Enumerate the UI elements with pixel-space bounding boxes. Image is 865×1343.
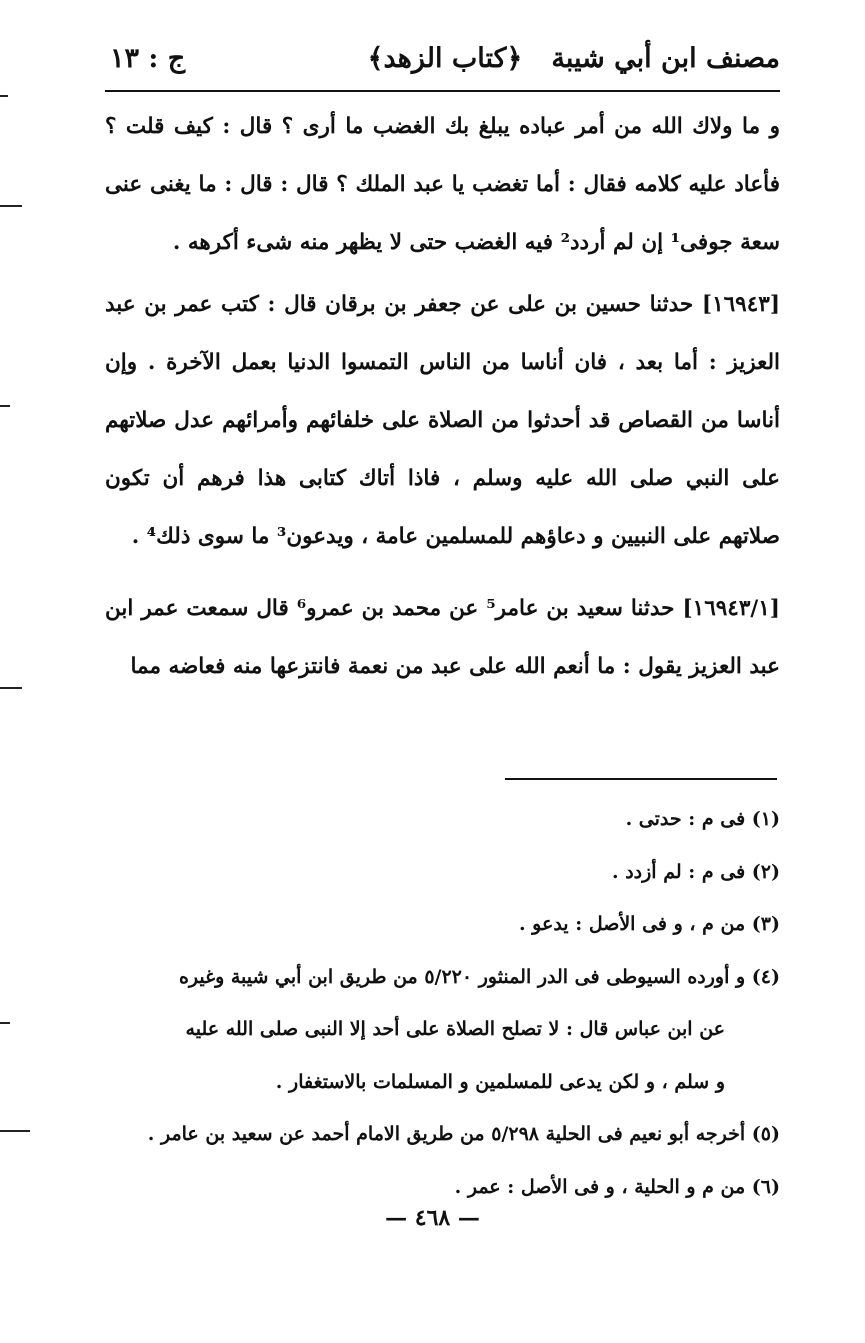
page-header <box>110 34 780 84</box>
text-line: وأمرائهم عدل صلاتهم على النبي صلى الله عليه وسلم ، فاذا أتاك كتابى هذا <box>105 408 780 491</box>
volume-number: ج : ١٣ <box>110 43 186 74</box>
margin-mark <box>0 205 22 207</box>
margin-mark <box>0 1130 30 1132</box>
footnotes <box>105 793 780 1213</box>
footnote-4-continued: عن ابن عباس قال : لا تصلح الصلاة على أحد إلا النبى صلى الله عليه <box>185 1018 725 1040</box>
text-line: الآخرة . وإن أناسا من القصاص قد أحدثوا من الصلاة على خلفائهم <box>105 350 780 433</box>
text-line: سعة جوفى¹ إن لم أردد² فيه الغضب حتى لا يظهر منه شىء أكرهه . <box>172 230 780 255</box>
margin-mark <box>0 405 10 407</box>
text-line: فأعاد عليه كلامه فقال : أما تغضب يا عبد الملك ؟ قال : قال : ما يغنى عنى <box>105 172 780 197</box>
footnote-4-continued: و سلم ، و لكن يدعى للمسلمين و المسلمات بالاستغفار . <box>275 1070 725 1093</box>
footnote-5: (٥) أخرجه أبو نعيم فى الحلية ٥/٢٩٨ من طريق الامام أحمد عن سعيد بن عامر . <box>147 1123 780 1145</box>
text-line: فرهم أن تكون صلاتهم على النبيين و دعاؤهم للمسلمين عامة ، ويدعون³ ما <box>105 466 780 549</box>
footnote-2: (٢) فى م : لم أزدد . <box>611 860 780 883</box>
section-title: ﴿كتاب الزهد﴾ <box>367 43 523 74</box>
paragraph-3 <box>105 580 780 696</box>
page-number: — ٤٦٨ — <box>385 1205 480 1231</box>
margin-mark <box>0 1022 10 1024</box>
text-line: ابن عبد العزيز يقول : ما أنعم الله على عبد من نعمة فانتزعها منه فعاضه مما <box>105 596 780 679</box>
footnote-6: (٦) من م و الحلية ، و فى الأصل : عمر . <box>454 1175 780 1198</box>
text-line: سوى ذلك⁴ . <box>131 524 244 549</box>
text-line: حدثنا حسين بن على عن جعفر بن برقان قال : كتب <box>221 292 694 317</box>
header-divider <box>105 90 780 92</box>
book-title: مصنف ابن أبي شيبة <box>551 43 780 74</box>
text-line: عمر بن عبد العزيز : أما بعد ، فان أناسا من الناس التمسوا الدنيا بعمل <box>105 292 780 375</box>
footnote-3: (٣) من م ، و فى الأصل : يدعو . <box>518 913 780 935</box>
main-text <box>105 98 780 696</box>
footnote-divider <box>505 778 777 780</box>
margin-mark <box>0 95 8 97</box>
paragraph-2 <box>105 276 780 566</box>
hadith-number: [١٦٩٤٣/١] <box>682 596 780 621</box>
hadith-number: [١٦٩٤٣] <box>701 292 780 317</box>
footnote-4: (٤) و أورده السيوطى فى الدر المنثور ٥/٢٢٠ من طريق ابن أبي شيبة وغيره <box>178 965 780 988</box>
footnote-1: (١) فى م : حدتى . <box>625 808 780 830</box>
text-line: حدثنا سعيد بن عامر⁵ عن محمد بن عمرو⁶ قال سمعت عمر <box>141 596 675 621</box>
text-line: و ما ولاك الله من أمر عباده يبلغ بك الغضب ما أرى ؟ قال : كيف قلت ؟ <box>105 114 780 139</box>
margin-mark <box>0 687 22 689</box>
paragraph-1 <box>105 98 780 272</box>
